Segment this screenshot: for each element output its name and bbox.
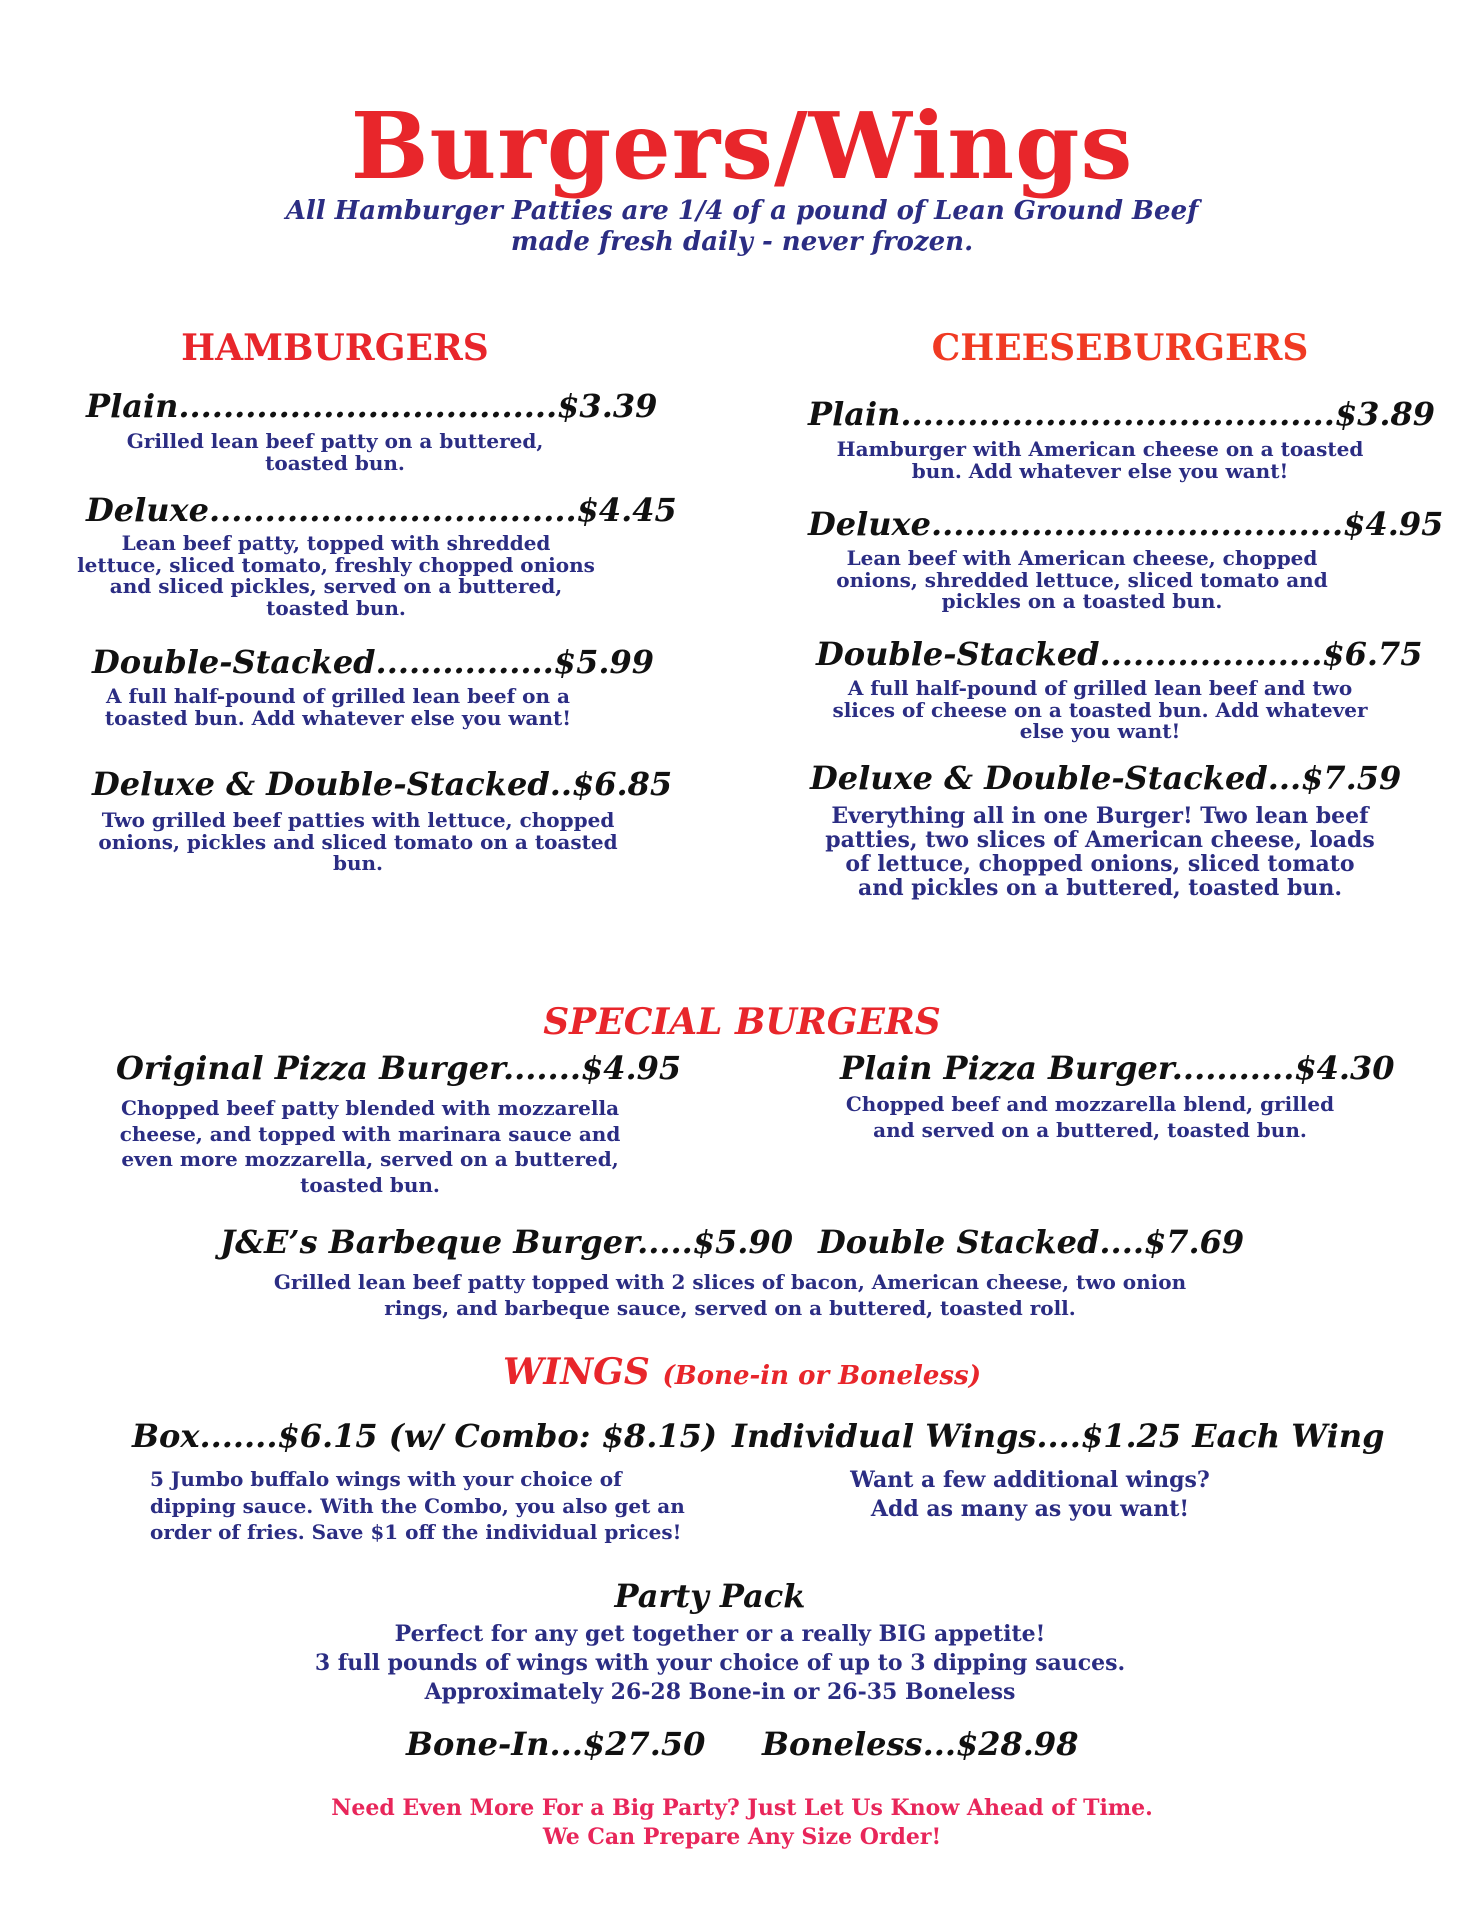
party-pack-line-2: 3 full pounds of wings with your choice of up to 3 dipping sauces. (314, 1650, 1126, 1676)
cheeseburger-plain-desc: Hamburger with American cheese on a toasted bun. Add whatever else you want! (836, 437, 1364, 483)
cheeseburger-plain-item: Plain.......................................$3.89 (808, 395, 1436, 433)
hamburger-deluxe-desc: Lean beef patty, topped with shredded lettuce, sliced tomato, freshly chopped onions and sliced pickles, served on a buttered, toasted bun. (77, 531, 595, 620)
party-pack-line-1: Perfect for any get together or a really BIG appetite! (394, 1621, 1046, 1647)
cheeseburger-deluxe-double-item: Deluxe & Double-Stacked...$7.59 (810, 759, 1402, 797)
page-subtitle (0, 196, 1484, 258)
individual-wings-desc-line-2: Add as many as you want! (870, 1496, 1190, 1522)
wings-box-item: Box.......$6.15 (w/ Combo: $8.15) (132, 1417, 717, 1455)
party-pack-bone-in-price: Bone-In...$27.50 (406, 1725, 706, 1763)
wings-heading-note: (Bone-in or Boneless) (662, 1361, 981, 1391)
cheeseburger-deluxe-item: Deluxe.....................................$4.95 (808, 505, 1444, 543)
plain-pizza-burger-item: Plain Pizza Burger...........$4.30 (840, 1049, 1395, 1087)
footer-line-2: We Can Prepare Any Size Order! (542, 1824, 942, 1850)
footer-line-1: Need Even More For a Big Party? Just Let Us Know Ahead of Time. (331, 1795, 1153, 1821)
hamburger-double-item: Double-Stacked................$5.99 (92, 643, 654, 681)
cheeseburger-deluxe-desc: Lean beef with American cheese, chopped onions, shredded lettuce, sliced tomato and pickles on a toasted bun. (836, 546, 1328, 613)
individual-wings-desc (780, 1466, 1280, 1524)
bbq-burger-item: J&E’s Barbeque Burger.....$5.90 (220, 1223, 793, 1261)
original-pizza-burger-desc: Chopped beef patty blended with mozzarella cheese, and topped with marinara sauce and even more mozzarella, served on a buttered, toasted bun. (119, 1096, 621, 1197)
plain-pizza-burger-desc: Chopped beef and mozzarella blend, grilled and served on a buttered, toasted bun. (845, 1092, 1335, 1142)
cheeseburgers-heading: CHEESEBURGERS (931, 327, 1309, 369)
hamburgers-heading: HAMBURGERS (181, 327, 489, 369)
individual-wings-desc-line-1: Want a few additional wings? (850, 1467, 1210, 1493)
wings-heading (0, 1351, 1484, 1393)
subtitle-line-2: made fresh daily - never frozen. (510, 227, 974, 257)
party-pack-line-3: Approximately 26-28 Bone-in or 26-35 Boneless (424, 1679, 1016, 1705)
hamburger-deluxe-double-desc: Two grilled beef patties with lettuce, chopped onions, pickles and sliced tomato on a toasted bun. (98, 808, 618, 875)
individual-wings-item: Individual Wings....$1.25 Each Wing (732, 1417, 1385, 1455)
hamburger-double-desc: A full half-pound of grilled lean beef on a toasted bun. Add whatever else you want! (104, 684, 572, 730)
subtitle-line-1: All Hamburger Patties are 1/4 of a pound of Lean Ground Beef (285, 196, 1199, 226)
party-pack-desc (0, 1620, 1440, 1707)
bbq-double-stacked-item: Double Stacked....$7.69 (818, 1223, 1245, 1261)
cheeseburger-deluxe-double-desc: Everything all in one Burger! Two lean beef patties, two slices of American cheese, loads of lettuce, chopped onions, sliced tomato and pickles on a buttered, toasted bun. (825, 803, 1375, 901)
hamburger-plain-desc: Grilled lean beef patty on a buttered, toasted bun. (126, 429, 544, 475)
cheeseburger-double-item: Double-Stacked....................$6.75 (816, 635, 1423, 673)
footer-note (0, 1794, 1484, 1852)
party-pack-boneless-price: Boneless...$28.98 (762, 1725, 1079, 1763)
wings-heading-title: WINGS (502, 1351, 650, 1393)
wings-box-desc: 5 Jumbo buffalo wings with your choice of dipping sauce. With the Combo, you also get an order of fries. Save $1 off the individual prices! (150, 1467, 685, 1544)
bbq-burger-desc: Grilled lean beef patty topped with 2 slices of bacon, American cheese, two onion rings, and barbeque sauce, served on a buttered, toasted roll. (273, 1270, 1187, 1320)
cheeseburger-double-desc: A full half-pound of grilled lean beef and two slices of cheese on a toasted bun. Add whatever else you want! (832, 676, 1368, 743)
hamburger-plain-item: Plain..................................$3.39 (86, 387, 658, 425)
hamburger-deluxe-item: Deluxe.................................$4.45 (86, 491, 677, 529)
special-burgers-heading: SPECIAL BURGERS (543, 1001, 941, 1043)
original-pizza-burger-item: Original Pizza Burger.......$4.95 (116, 1049, 682, 1087)
party-pack-item: Party Pack (614, 1577, 806, 1615)
page-title: Burgers/Wings (350, 92, 1134, 200)
hamburger-deluxe-double-item: Deluxe & Double-Stacked..$6.85 (92, 765, 673, 803)
